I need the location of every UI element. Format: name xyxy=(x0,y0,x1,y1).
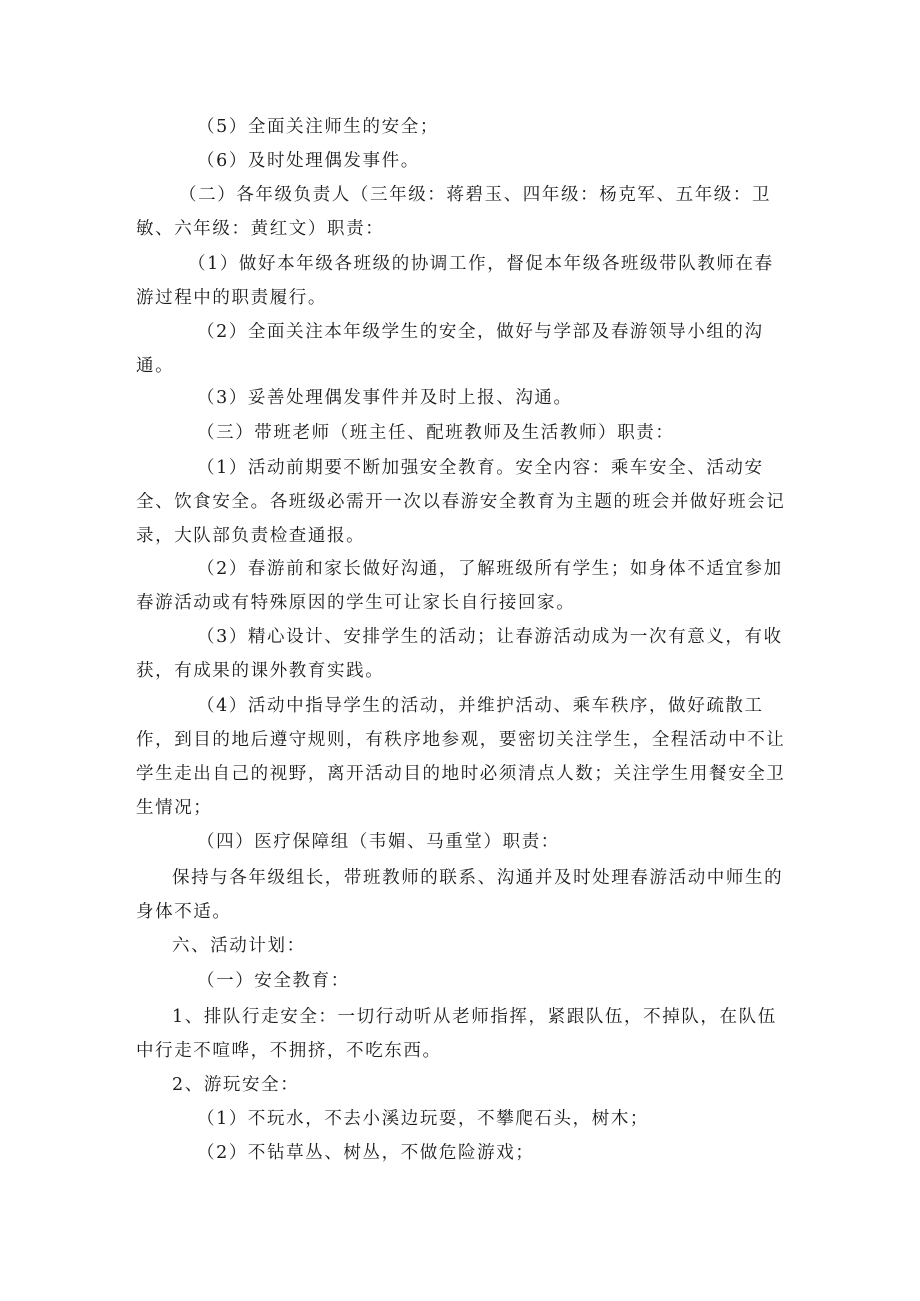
list-item: （3）妥善处理偶发事件并及时上报、沟通。 xyxy=(197,388,573,408)
list-item: 1、排队行走安全：一切行动听从老师指挥，紧跟队伍，不掉队，在队伍中行走不喧哗，不拥挤，不吃东西。 xyxy=(136,1007,777,1061)
section-heading: （三）带班老师（班主任、配班教师及生活教师）职责： xyxy=(197,423,675,443)
list-item: （2）春游前和家长做好沟通，了解班级所有学生；如身体不适宜参加春游活动或有特殊原因的学生可让家长自行接回家。 xyxy=(136,559,783,613)
section-heading: 六、活动计划： xyxy=(172,936,306,956)
list-item: （5）全面关注师生的安全； xyxy=(197,117,439,137)
list-item: （2）不钻草丛、树丛，不做危险游戏； xyxy=(197,1143,535,1163)
subsection-heading: 2、游玩安全： xyxy=(172,1075,300,1095)
list-item: （1）做好本年级各班级的协调工作，督促本年级各班级带队教师在春游过程中的职责履行。 xyxy=(136,254,774,308)
paragraph: 保持与各年级组长，带班教师的联系、沟通并及时处理春游活动中师生的身体不适。 xyxy=(136,868,784,922)
list-item: （2）全面关注本年级学生的安全，做好与学部及春游领导小组的沟通。 xyxy=(136,322,764,376)
subsection-heading: （一）安全教育： xyxy=(197,971,350,991)
list-item: （3）精心设计、安排学生的活动；让春游活动成为一次有意义，有收获，有成果的课外教育实践。 xyxy=(136,627,783,681)
list-item: （4）活动中指导学生的活动，并维护活动、乘车秩序，做好疏散工作，到目的地后遵守规则，有秩序地参观，要密切关注学生，全程活动中不让学生走出自己的视野，离开活动目的地时必须清点人数；关注学生用餐安全卫生情况； xyxy=(136,696,786,818)
section-heading: （二）各年级负责人（三年级：蒋碧玉、四年级：杨克军、五年级：卫敏、六年级：黄红文）职责： xyxy=(136,185,772,239)
section-heading: （四）医疗保障组（韦媚、马重堂）职责： xyxy=(197,832,560,852)
list-item: （1）活动前期要不断加强安全教育。安全内容：乘车安全、活动安全、饮食安全。各班级必需开一次以春游安全教育为主题的班会并做好班会记录，大队部负责检查通报。 xyxy=(136,458,786,546)
list-item: （6）及时处理偶发事件。 xyxy=(197,151,420,171)
list-item: （1）不玩水，不去小溪边玩耍，不攀爬石头，树木； xyxy=(197,1109,650,1129)
